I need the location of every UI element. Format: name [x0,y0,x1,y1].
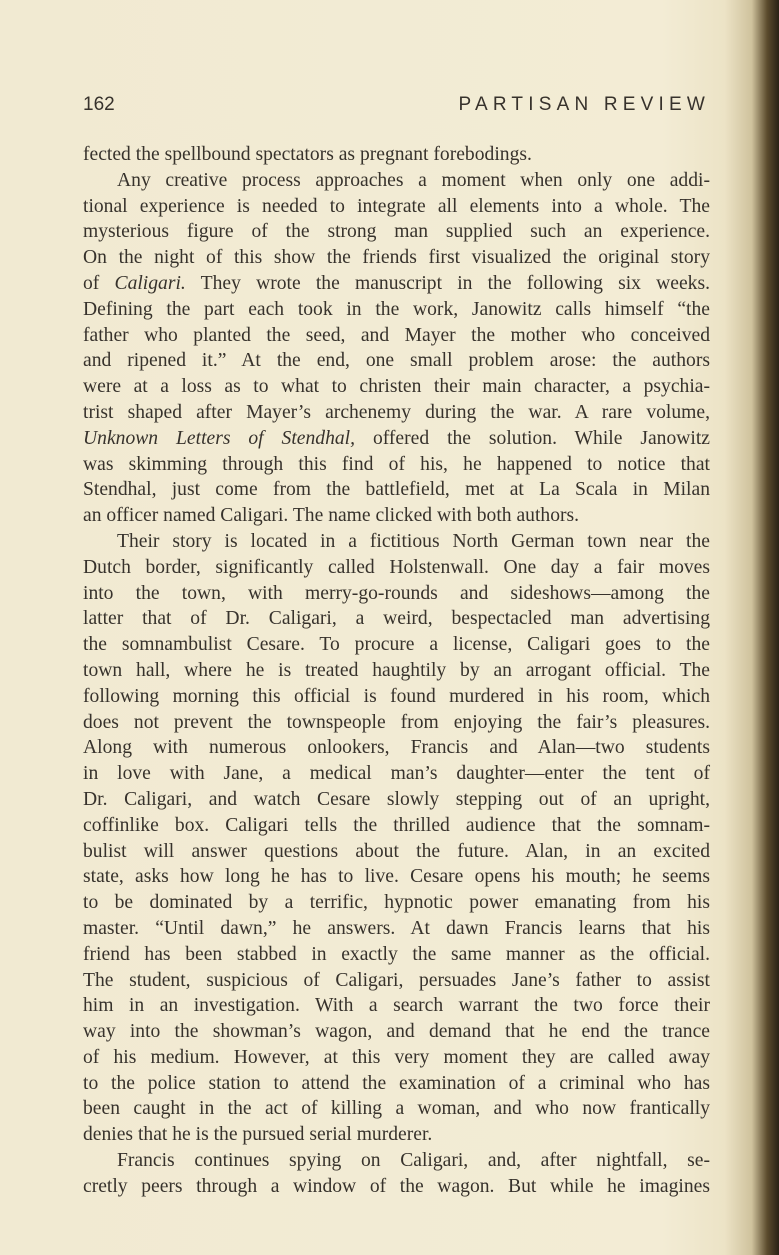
text-segment: been caught in the act of killing a woman, and who now frantically [83,1098,710,1120]
text-line [83,555,710,581]
text-line [83,1148,710,1174]
page-header [83,94,710,120]
text-line [83,968,710,994]
text-line [83,400,710,426]
text-line [83,632,710,658]
text-line [83,426,710,452]
text-segment: cretly peers through a window of the wagon. But while he imagines [83,1175,710,1197]
text-line [83,761,710,787]
text-segment: to be dominated by a terrific, hypnotic power emanating from his [83,892,710,914]
text-segment: friend has been stabbed in exactly the same manner as the official. [83,943,710,965]
text-segment: Any creative process approaches a moment when only one addi- [117,169,710,191]
text-segment: trist shaped after Mayer’s archenemy during the war. A rare volume, [83,401,710,423]
text-line [83,839,710,865]
text-segment: way into the showman’s wagon, and demand that he end the trance [83,1021,710,1043]
text-segment: him in an investigation. With a search warrant the two force their [83,995,710,1017]
text-segment: in love with Jane, a medical man’s daughter—enter the tent of [83,763,710,785]
page-number: 162 [83,94,115,115]
text-segment: into the town, with merry-go-rounds and sideshows—among the [83,582,710,604]
text-segment: and ripened it.” At the end, one small problem arose: the authors [83,350,710,372]
text-line [83,503,710,529]
text-line [83,813,710,839]
text-segment: Dutch border, significantly called Holstenwall. One day a fair moves [83,556,710,578]
text-segment: Along with numerous onlookers, Francis and Alan—two students [83,737,710,759]
text-segment: state, asks how long he has to live. Cesare opens his mouth; he seems [83,866,710,888]
text-segment: mysterious figure of the strong man supplied such an experience. [83,221,710,243]
text-segment: Stendhal, just come from the battlefield, met at La Scala in Milan [83,479,710,501]
text-line [83,1174,710,1200]
text-line [83,1045,710,1071]
text-segment: tional experience is needed to integrate all elements into a whole. The [83,195,710,217]
text-line [83,245,710,271]
text-line [83,194,710,220]
italic-title: Unknown Letters of Stendhal, [83,427,356,449]
text-segment: following morning this official is found murdered in his room, which [83,685,710,707]
text-segment: They wrote the manuscript in the following six weeks. [185,272,710,294]
text-segment: denies that he is the pursued serial murderer. [83,1124,433,1146]
text-line [83,348,710,374]
text-line [83,142,710,168]
text-line [83,890,710,916]
text-line [83,529,710,555]
text-segment: Defining the part each took in the work, Janowitz calls himself “the [83,298,710,320]
text-line [83,374,710,400]
running-title: PARTISAN REVIEW [458,94,710,115]
text-line [83,658,710,684]
text-line [83,1071,710,1097]
text-segment: coffinlike box. Caligari tells the thrilled audience that the somnam- [83,814,710,836]
text-line [83,787,710,813]
text-segment: Francis continues spying on Caligari, and, after nightfall, se- [117,1150,710,1172]
text-segment: of his medium. However, at this very moment they are called away [83,1046,710,1068]
text-line [83,477,710,503]
text-segment: latter that of Dr. Caligari, a weird, bespectacled man advertising [83,608,710,630]
text-line [83,916,710,942]
text-segment: Dr. Caligari, and watch Cesare slowly stepping out of an upright, [83,788,710,810]
text-segment: Their story is located in a fictitious North German town near the [117,530,710,552]
text-segment: fected the spellbound spectators as pregnant forebodings. [83,144,532,165]
text-line [83,684,710,710]
text-line [83,735,710,761]
italic-title: Caligari. [114,272,186,294]
text-line [83,993,710,1019]
text-segment: the somnambulist Cesare. To procure a license, Caligari goes to the [83,634,710,656]
text-line [83,942,710,968]
text-line [83,1096,710,1122]
text-line [83,710,710,736]
text-line [83,297,710,323]
text-line [83,452,710,478]
text-line [83,864,710,890]
text-segment: offered the solution. While Janowitz [355,427,710,449]
text-segment: an officer named Caligari. The name clicked with both authors. [83,505,580,527]
text-line [83,1019,710,1045]
text-segment: does not prevent the townspeople from enjoying the fair’s pleasures. [83,711,710,733]
text-line [83,1122,710,1148]
text-segment: was skimming through this find of his, he happened to notice that [83,453,710,475]
text-segment: master. “Until dawn,” he answers. At dawn Francis learns that his [83,917,710,939]
text-segment: town hall, where he is treated haughtily by an arrogant official. The [83,659,710,681]
text-line [83,323,710,349]
text-segment: bulist will answer questions about the future. Alan, in an excited [83,840,710,862]
text-segment: were at a loss as to what to christen their main character, a psychia- [83,376,710,398]
text-line [83,581,710,607]
text-segment: father who planted the seed, and Mayer the mother who conceived [83,324,710,346]
text-line [83,606,710,632]
text-segment: The student, suspicious of Caligari, persuades Jane’s father to assist [83,969,710,991]
text-line [83,219,710,245]
text-line [83,271,710,297]
text-segment: of [83,272,115,294]
text-segment: to the police station to attend the examination of a criminal who has [83,1072,710,1094]
body-text [83,142,710,1200]
text-segment: On the night of this show the friends first visualized the original story [83,247,710,269]
text-line [83,168,710,194]
